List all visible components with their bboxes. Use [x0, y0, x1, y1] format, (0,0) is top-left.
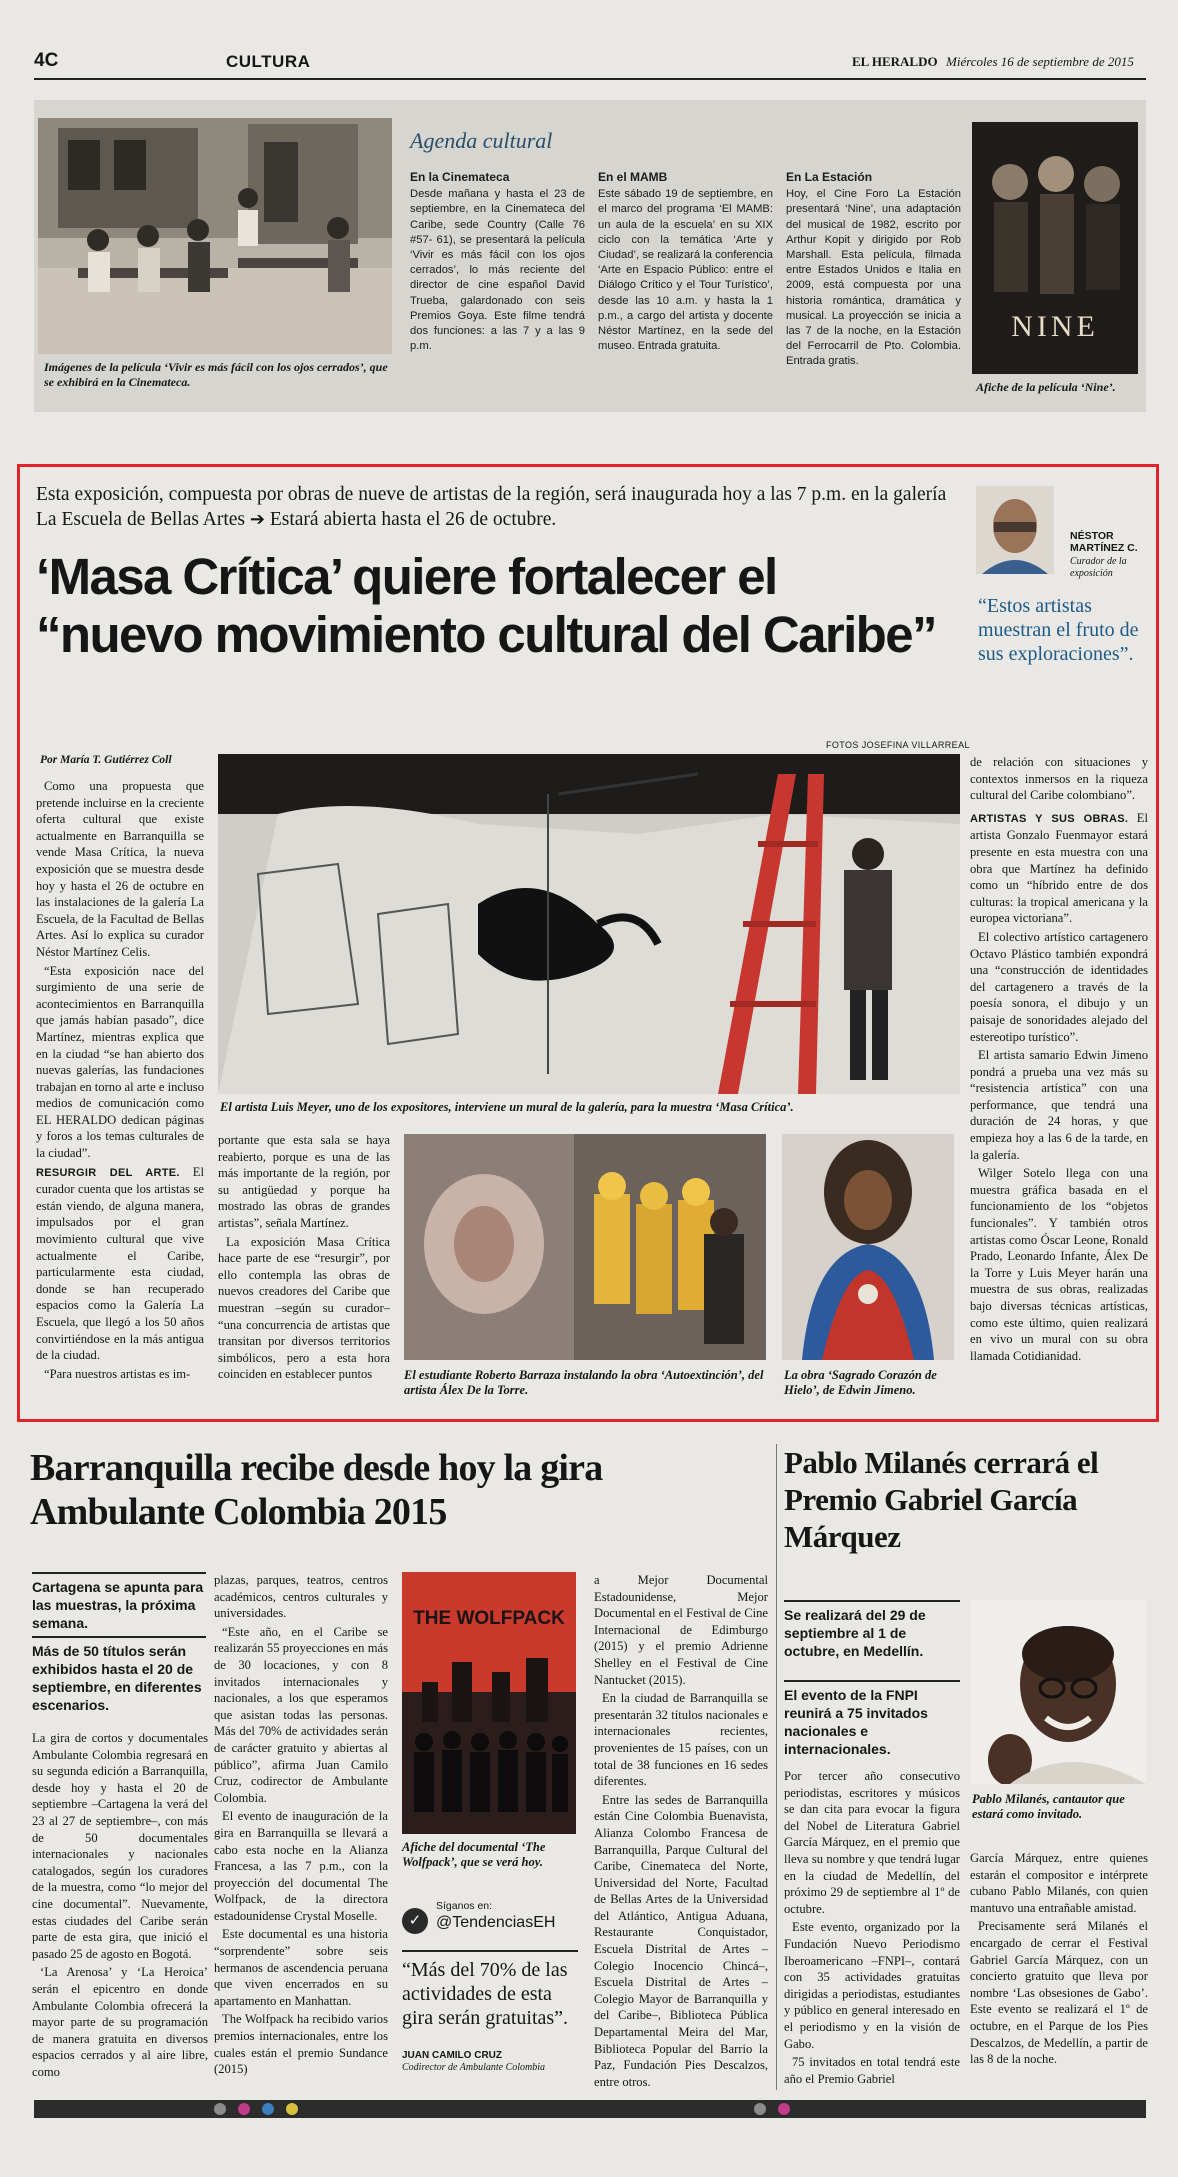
curator-role: Curador de la exposición: [1070, 556, 1127, 579]
ambulante-deck-2: Más de 50 títulos serán exhibidos hasta el 20 de septiembre, en diferentes escenarios.: [32, 1636, 206, 1714]
pull-quote-role: Codirector de Ambulante Colombia: [402, 2062, 546, 2073]
printer-color-bar: [34, 2100, 1146, 2118]
ambulante-pull-quote: “Más del 70% de las actividades de esta gira serán gratuitas”.: [402, 1950, 578, 2030]
milanes-deck-1: Se realizará del 29 de septiembre al 1 de octubre, en Medellín.: [784, 1600, 960, 1660]
milanes-column-2: García Márquez, entre quienes estarán el compositor e intérprete cubano Pablo Milanés, con quien mantuvo una entrañable amistad. Precisamente será Milanés el encargado de cerrar el Festival Gabriel García Márquez, con un concierto gratuito que lleva por nombre ‘Las obsesiones de Gabo’. Este evento se realizará el 1º de octubre, en el Parque de los Pies Descalzos, de Medellín, a partir de las 8 de la noche.: [970, 1851, 1148, 2067]
sagrado-corazon-photo: [782, 1134, 954, 1360]
story-divider: [776, 1444, 777, 2090]
install-caption: El estudiante Roberto Barraza instalando la obra ‘Autoextinción’, del artista Álex De la Torre.: [404, 1368, 764, 1397]
agenda-mamb: En el MAMB Este sábado 19 de septiembre, en el marco del programa ‘El MAMB: un aula de la escuela’ en su XIX ciclo con la temática ‘Arte y Ciudad’, se realizará la conferencia ‘Arte en Espacio Público: entre el Diálogo Crítico y el Tour Turístico’, desde las 10 a.m. y hasta la 1 p.m., a cargo del artista y docente Néstor Martínez, en la sede del museo. Entrada gratuita.: [598, 170, 773, 353]
main-column-2: portante que esta sala se haya reabierto, porque es una de las más importante de la región, por su antigüedad y porque ha mostrado las obras de grandes artistas”, señala Martínez. La exposición Masa Crítica hace parte de ese “resurgir”, por ello contempla las obras de nuevos creadores del Caribe que muestran –según su curador– “una concurrencia de artistas que transitan por diversos territorios simbólicos, pero a esta hora coinciden en establecer puntos: [218, 1133, 390, 1382]
wolfpack-caption: Afiche del documental ‘The Wolfpack’, que se verá hoy.: [402, 1840, 546, 1869]
masthead-name: EL HERALDO: [852, 54, 938, 69]
agenda-cinemateca: En la Cinemateca Desde mañana y hasta el 23 de septiembre, en la Cinemateca del Caribe, sede Country (Calle 76 #57- 61), se presentará la película ‘Vivir es más fácil con los ojos cerrados’, lo más reciente del director de cine español David Trueba, galardonado con seis Premios Goya. Este filme tendrá dos funciones: a las 7 y a las 9 p.m.: [410, 170, 585, 353]
wolfpack-poster: [402, 1572, 576, 1834]
wolfpack-poster-title: THE WOLFPACK: [413, 1608, 565, 1629]
twitter-bird-icon: ✓: [402, 1908, 428, 1934]
header-rule: [34, 78, 1146, 80]
social-follow[interactable]: [402, 1900, 578, 1940]
main-column-3: de relación con situaciones y contextos inmersos en la riqueza cultural del Caribe colombiano”. ARTISTAS Y SUS OBRAS. El artista Gonzalo Fuenmayor estará presente en esta muestra con una obra que Martínez ha definido como un “híbrido entre de dos culturas: la tropical americana y la europea victoriana”. El colectivo artístico cartagenero Octavo Plástico también expondrá una “construcción de identidades del cartagenero a través de la poesía sonora, el dibujo y un paisaje de sonoridades alejado del estereotipo turístico”. El artista samario Edwin Jimeno pondrá a prueba una vez más su “resistencia artística” con una performance, que tendrá una duración de 24 horas, y que empieza hoy a las 6 de la tarde, en la galería. Wilger Sotelo llega con una muestra gráfica basada en el funcionamiento de los “objetos funcionales”. Y también otros artistas como Óscar Leone, Ronald Prado, Leonardo Infante, Álex De la Torre y Luis Meyer harán una muestra de sus obras, realizadas bajo diversas técnicas artísticas, como este último, quien realizará en vivo un mural con su obra llamada Cotidianidad.: [970, 755, 1148, 1363]
install-photo: [404, 1134, 766, 1360]
pull-quote-name: JUAN CAMILO CRUZ: [402, 2050, 502, 2061]
mural-caption: El artista Luis Meyer, uno de los expositores, interviene un mural de la galería, para la muestra ‘Masa Crítica’.: [220, 1100, 794, 1114]
milanes-photo: [970, 1600, 1146, 1784]
social-label: Síganos en:: [436, 1900, 493, 1912]
nine-poster-caption: Afiche de la película ‘Nine’.: [976, 380, 1116, 394]
arrow-right-icon: ➔: [249, 509, 265, 529]
ambulante-deck-1: Cartagena se apunta para las muestras, la próxima semana.: [32, 1572, 206, 1632]
registration-dot: [754, 2103, 766, 2115]
ambulante-column-4: a Mejor Documental Estadounidense, Mejor Documental en el Festival de Cine Internacional de Edimburgo (2015) y el premio Adrienne Shelley en el Festival de Cine Nantucket (2015). En la ciudad de Barranquilla se presentarán 32 títulos nacionales e internacionales recientes, provenientes de 15 países, con un total de 38 funciones en 16 sedes diferentes. Entre las sedes de Barranquilla están Cine Colombia Buenavista, Alianza Colombo Francesa de Barranquilla, Parque Cultural del Caribe, Cinemateca del Norte, Universidad del Norte, Facultad de Bellas Artes de la Universidad del Atlántico, Antigua Aduana, Restaurante Conquistador, Escuela Distrital de Artes –Colegio Inocencio Chincá–, Escuela Distrital de Artes –Colegio Mayor de Barranquilla y del Caribe–, Biblioteca Pública Departamental Meira del Mar, Biblioteca Popular del Barrio la Paz, Fundación Pies Descalzos, entre otros.: [594, 1573, 768, 2088]
agenda-estacion: En La Estación Hoy, el Cine Foro La Estación presentará ‘Nine’, una adaptación del musical de 1982, escrito por Arthur Kopit y dirigido por Rob Marshall. Esta película, filmada entre Estados Unidos e Italia en 2009, está compuesta por una historia romántica, dramática y musical. La proyección se inicia a las 7 de la noche, en la Estación del Ferrocarril de Pto. Colombia. Entrada gratis.: [786, 170, 961, 368]
photo-credit: FOTOS JOSEFINA VILLARREAL: [826, 740, 970, 750]
curator-quote: “Estos artistas muestran el fruto de sus exploraciones”.: [978, 595, 1139, 665]
main-headline: ‘Masa Crítica’ quiere fortalecer el “nuevo movimiento cultural del Caribe”: [36, 548, 936, 663]
milanes-headline: Pablo Milanés cerrará el Premio Gabriel García Márquez: [784, 1445, 1099, 1554]
nine-poster: [972, 122, 1138, 374]
registration-dot: [778, 2103, 790, 2115]
agenda-film-photo: [38, 118, 392, 354]
curator-photo: [976, 486, 1054, 574]
issue-date: Miércoles 16 de septiembre de 2015: [946, 54, 1134, 69]
agenda-photo-caption: Imágenes de la película ‘Vivir es más fácil con los ojos cerrados’, que se exhibirá en la Cinemateca.: [44, 360, 388, 389]
agenda-title: Agenda cultural: [410, 128, 553, 153]
milanes-column-1: Por tercer año consecutivo periodistas, escritores y músicos se dan cita para evocar la figura del Nobel de Literatura Gabriel García Márquez, en el premio que lleva su nombre y que tendrá lugar en la ciudad de Medellín, del próximo 29 de septiembre al 1º de octubre. Este evento, organizado por la Fundación Nuevo Periodismo Iberoamericano –FNPI–, contará con 35 actividades gratuitas dirigidas a periodistas, estudiantes y público en general interesado en el periodismo y en la visión de Gabo. 75 invitados en total tendrá este año el Premio Gabriel: [784, 1769, 960, 2086]
registration-dot: [262, 2103, 274, 2115]
milanes-deck-2: El evento de la FNPI reunirá a 75 invitados nacionales e internacionales.: [784, 1680, 960, 1758]
social-handle[interactable]: @TendenciasEH: [436, 1914, 556, 1931]
registration-dot: [286, 2103, 298, 2115]
milanes-caption: Pablo Milanés, cantautor que estará como invitado.: [972, 1792, 1125, 1821]
nine-poster-title: NINE: [1011, 310, 1099, 343]
sagrado-caption: La obra ‘Sagrado Corazón de Hielo’, de Edwin Jimeno.: [784, 1368, 937, 1397]
main-kicker: Esta exposición, compuesta por obras de nueve de artistas de la región, será inaugurada hoy a las 7 p.m. en la galería La Escuela de Bellas Artes ➔ Estará abierta hasta el 26 de octubre.: [36, 484, 947, 530]
main-column-1: Como una propuesta que pretende incluirse en la creciente oferta cultural que existe actualmente en Barranquilla se vende Masa Crítica, la nueva exposición que se muestra desde hoy y hasta el 26 de octubre en las instalaciones de la galería La Escuela, de la Facultad de Bellas Artes. Así lo explica su curador Néstor Martínez Celis. “Esta exposición nace del surgimiento de una serie de acontecimientos en Barranquilla que jamás habían pasado”, dice Martínez, mientras explica que en la ciudad “se han abierto dos nuevas galerías, las fundaciones trabajan en torno al arte e incluso medios de comunicación como EL HERALDO dedican páginas y foros a los temas culturales de la ciudad”. RESURGIR DEL ARTE. El curador cuenta que los artistas se están viendo, de alguna manera, impulsados por el gran movimiento cultural que vive actualmente el Caribe, particularmente esta ciudad, donde se han recuperado espacios como la Galería La Escuela, que llegó a los 50 años convirtiéndose en la más antigua de la ciudad. “Para nuestros artistas es im-: [36, 779, 204, 1381]
byline: Por María T. Gutiérrez Coll: [40, 754, 172, 766]
section-label: CULTURA: [226, 52, 311, 71]
registration-dot: [238, 2103, 250, 2115]
ambulante-headline: Barranquilla recibe desde hoy la gira Ambulante Colombia 2015: [30, 1447, 603, 1533]
mural-photo: [218, 754, 960, 1094]
curator-name: NÉSTOR MARTÍNEZ C.: [1070, 530, 1138, 554]
ambulante-column-1: La gira de cortos y documentales Ambulante Colombia regresará en su segunda edición a Barranquilla, desde hoy y hasta el 20 de septiembre –Cartagena la verá del 23 al 27 de septiembre–, con más de 50 documentales internacionales y nacionales catalogados, según los curadores de la muestra, como “lo mejor del cine documental”. Nuevamente, estas ciudades del Caribe serán parte de esta gira, que inició el pasado 25 de agosto en Bogotá. ‘La Arenosa’ y ‘La Heroica’ serán el epicentro en donde Ambulante Colombia ofrecerá la mayor parte de su programación de manera gratuita en diversos espacios cerrados y al aire libre, como: [32, 1731, 208, 2079]
page-number: 4C: [34, 50, 59, 71]
ambulante-column-2: plazas, parques, teatros, centros académicos, centros culturales y universidades. “Este año, en el Caribe se realizarán 55 proyecciones en más de 30 locaciones, y con 8 invitados internacionales y nacionales, a los que esperamos que asistan todas las personas. Más del 70% de actividades serán de carácter gratuito y abiertas al público”, afirma Juan Camilo Cruz, codirector de Ambulante Colombia. El evento de inauguración de la gira en Barranquilla se llevará a cabo esta noche en la Alianza Francesa, a las 7 p.m., con la proyección del documental The Wolfpack, de la directora estadounidense Crystal Moselle. Este documental es una historia “sorprendente” sobre seis hermanos de ascendencia peruana que viven encerrados en su apartamento en Manhattan. The Wolfpack ha recibido varios premios internacionales, entre los cuales están el premio Sundance (2015): [214, 1573, 388, 2077]
registration-dot: [214, 2103, 226, 2115]
